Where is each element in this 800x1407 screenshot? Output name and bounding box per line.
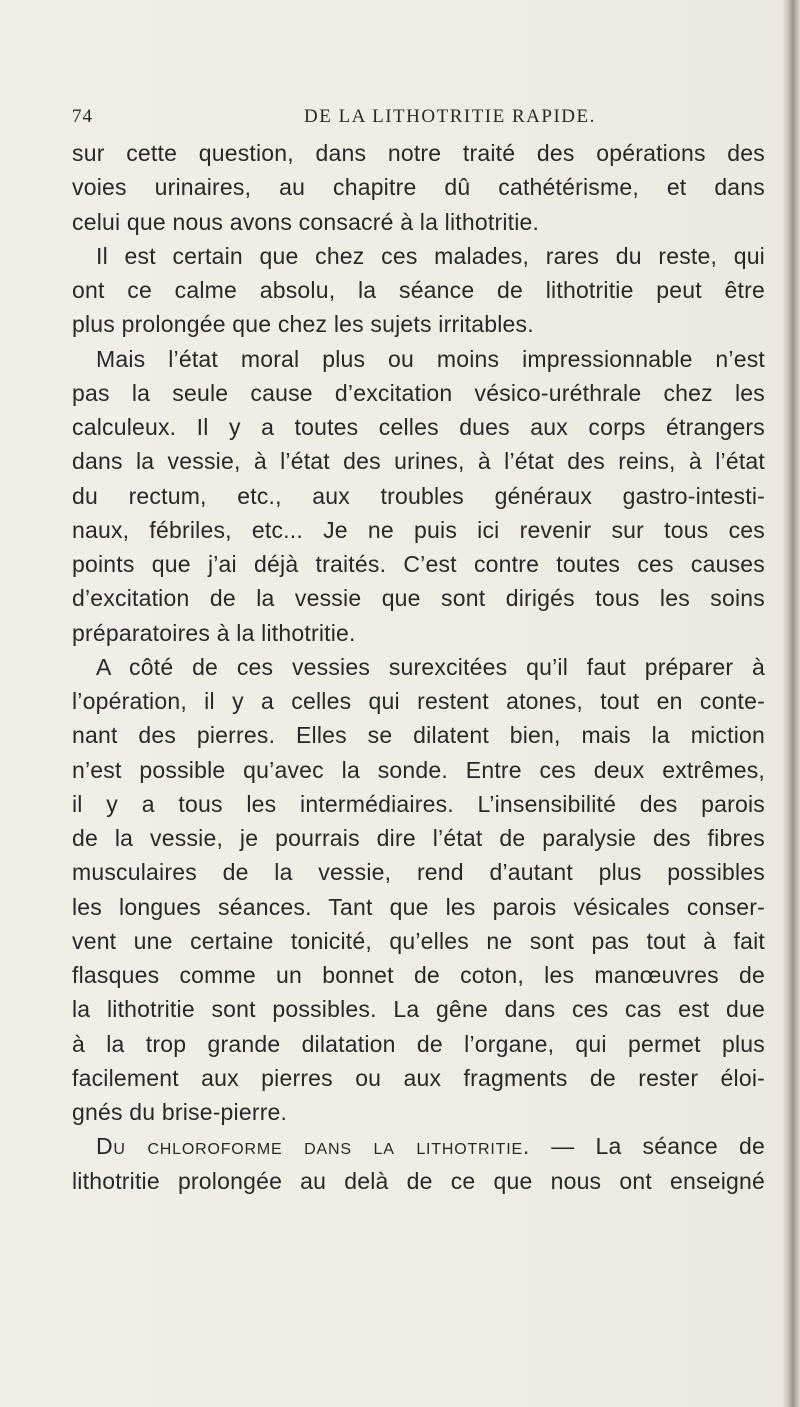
body-text [72, 136, 765, 1198]
text-line: musculaires de la vessie, rend d’autant plus possibles [72, 859, 765, 886]
section-heading-continuation: — La séance de [530, 1133, 765, 1160]
text-line: de la vessie, je pourrais dire l’état de paralysie des fibres [72, 825, 765, 851]
text-line: pas la seule cause d’excitation vésico-uréthrale chez les [72, 379, 765, 406]
text-line: Il est certain que chez ces malades, rares du reste, qui [96, 242, 765, 269]
text-line: il y a tous les intermédiaires. L’insensibilité des parois [72, 790, 765, 817]
text-line: dans la vessie, à l’état des urines, à l’état des reins, à l’état [72, 448, 765, 475]
text-line: points que j’ai déjà traités. C’est contre toutes ces causes [72, 551, 765, 577]
text-line: naux, fébriles, etc... Je ne puis ici revenir sur tous ces [72, 516, 765, 543]
page-edge [782, 0, 800, 1407]
page-header [72, 106, 772, 136]
text-line: à la trop grande dilatation de l’organe, qui permet plus [72, 1030, 765, 1057]
text-line: celui que nous avons consacré à la lithotritie. [72, 208, 540, 235]
text-line: voies urinaires, au chapitre dû cathétérisme, et dans [72, 174, 765, 201]
page-number: 74 [72, 106, 93, 127]
text-line: facilement aux pierres ou aux fragments de rester éloi- [72, 1064, 765, 1091]
running-title: DE LA LITHOTRITIE RAPIDE. [304, 106, 596, 127]
text-line: n’est possible qu’avec la sonde. Entre ces deux extrêmes, [72, 756, 765, 783]
text-line: sur cette question, dans notre traité des opérations des [72, 140, 765, 166]
text-line: vent une certaine tonicité, qu’elles ne sont pas tout à fait [72, 927, 765, 954]
text-line: les longues séances. Tant que les parois vésicales conser- [72, 893, 765, 920]
text-line: gnés du brise-pierre. [72, 1099, 288, 1125]
text-line: ont ce calme absolu, la séance de lithotritie peut être [72, 277, 765, 303]
section-heading: Du chloroforme dans la lithotritie. [96, 1133, 531, 1160]
text-line: flasques comme un bonnet de coton, les manœuvres de [72, 962, 765, 988]
text-line: l’opération, il y a celles qui restent atones, tout en conte- [72, 688, 765, 714]
section-heading-line [72, 1129, 765, 1163]
text-line: calculeux. Il y a toutes celles dues aux corps étrangers [72, 414, 765, 440]
text-line: lithotritie prolongée au delà de ce que nous ont enseigné [72, 1167, 765, 1194]
text-line: d’excitation de la vessie que sont dirigés tous les soins [72, 585, 765, 612]
text-line: la lithotritie sont possibles. La gêne dans ces cas est due [72, 996, 765, 1023]
text-line: préparatoires à la lithotritie. [72, 619, 356, 646]
text-line: du rectum, etc., aux troubles généraux gastro-intesti- [72, 482, 765, 509]
text-line: plus prolongée que chez les sujets irritables. [72, 311, 534, 338]
text-line: A côté de ces vessies surexcitées qu’il faut préparer à [96, 653, 765, 680]
text-line: Mais l’état moral plus ou moins impressionnable n’est [96, 345, 765, 372]
text-line: nant des pierres. Elles se dilatent bien, mais la miction [72, 722, 765, 749]
